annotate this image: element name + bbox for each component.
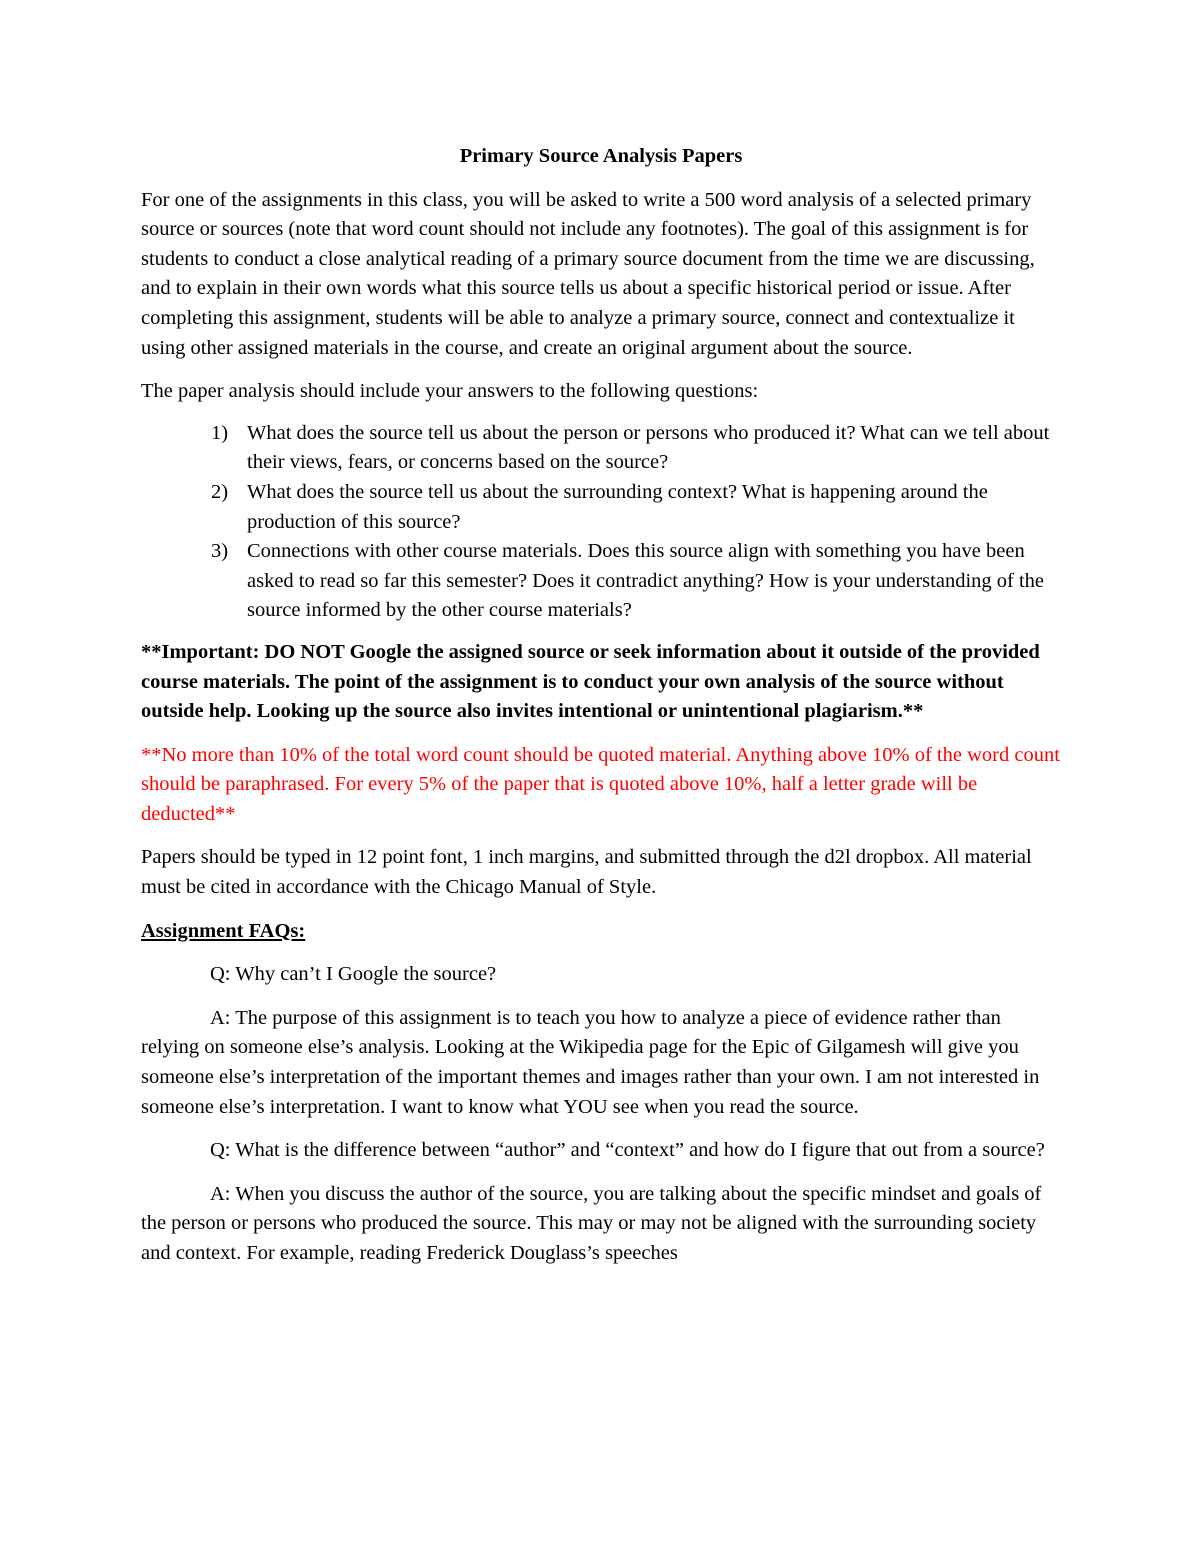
- faq-question: Q: Why can’t I Google the source?: [210, 963, 497, 986]
- faq-answer: A: The purpose of this assignment is to teach you how to analyze a piece of evidence rather than relying on someone else’s analysis. Looking at the Wikipedia page for the Epic of Gilgamesh will give you someone else’s interpretation of the important themes and images rather than your own. I am not interested in someone else’s interpretation. I want to know what YOU see when you read the source.: [141, 1006, 1040, 1118]
- questions-list: [141, 419, 1061, 626]
- list-item-text: What does the source tell us about the surrounding context? What is happening around the production of this source?: [247, 480, 988, 533]
- list-item-text: Connections with other course materials. Does this source align with something you have been asked to read so far this semester? Does it contradict anything? How is your understanding of the source informed by the other course materials?: [247, 540, 1045, 622]
- list-item: [141, 419, 1061, 478]
- list-item-number: 3): [211, 540, 229, 563]
- questions-lead: The paper analysis should include your answers to the following questions:: [141, 380, 759, 403]
- intro-paragraph: For one of the assignments in this class, you will be asked to write a 500 word analysis of a selected primary source or sources (note that word count should not include any footnotes). The goal of this assignment is for students to conduct a close analytical reading of a primary source document from the time we are discussing, and to explain in their own words what this source tells us about a specific historical period or issue. After completing this assignment, students will be able to analyze a primary source, connect and contextualize it using other assigned materials in the course, and create an original argument about the source.: [141, 188, 1035, 359]
- quote-warning: **No more than 10% of the total word count should be quoted material. Anything above 10% of the word count should be paraphrased. For every 5% of the paper that is quoted above 10%, half a letter grade will be deducted**: [141, 743, 1060, 825]
- list-item-text: What does the source tell us about the person or persons who produced it? What can we tell about their views, fears, or concerns based on the source?: [247, 421, 1050, 474]
- list-item-number: 1): [211, 421, 229, 444]
- list-item-number: 2): [211, 480, 229, 503]
- faq-answer: A: When you discuss the author of the source, you are talking about the specific mindset and goals of the person or persons who produced the source. This may or may not be aligned with the surrounding society and context. For example, reading Frederick Douglass’s speeches: [141, 1182, 1042, 1264]
- formatting-paragraph: Papers should be typed in 12 point font, 1 inch margins, and submitted through the d2l dropbox. All material must be cited in accordance with the Chicago Manual of Style.: [141, 846, 1032, 899]
- document-title: Primary Source Analysis Papers: [459, 145, 743, 167]
- faq-question: Q: What is the difference between “author” and “context” and how do I figure that out from a source?: [210, 1139, 1045, 1162]
- list-item: [141, 478, 1061, 537]
- list-item: [141, 537, 1061, 626]
- faq-heading: Assignment FAQs:: [141, 919, 306, 942]
- important-note: **Important: DO NOT Google the assigned source or seek information about it outside of the provided course materials. The point of the assignment is to conduct your own analysis of the source without outside help. Looking up the source also invites intentional or unintentional plagiarism.**: [141, 640, 1040, 723]
- document-body: [141, 142, 1061, 1269]
